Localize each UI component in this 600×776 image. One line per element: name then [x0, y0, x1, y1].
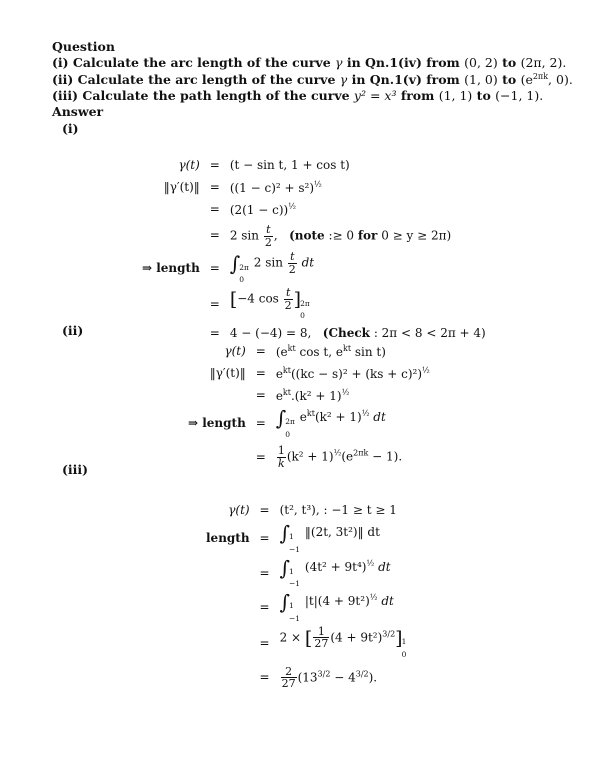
math-text: sin t)	[351, 345, 386, 360]
math-text: ⇒ length	[142, 261, 200, 276]
math-text: ,	[273, 228, 278, 243]
math-text: (−1, 1).	[495, 87, 544, 103]
question-block	[52, 40, 573, 120]
math-text: ½	[333, 449, 342, 458]
math-text: γ	[335, 54, 343, 70]
math-text: −1	[289, 613, 301, 623]
math-text: 0	[300, 311, 305, 321]
section-i-equations: γ(t) = (t − sin t, 1 + cos t) ‖γ′(t)‖ = $((1 - c)^2 + s^2)^{\frac{1}{2}}$ = $(2(1 - c))^{\frac{1}{2}}$ = 2 sin $\frac{t}{2}$ , (note :≥ 0 for 0 ≥ y ≥ 2π) ⇒ length = ∫ 2π 0 2 sin $\frac{t}{2}$ dt = [−4 cos $\frac{t}{2}$ ] 2π 0 = 4 − (−4) = 8, (Check : 2π < 8 < 2π + 4)	[142, 155, 486, 345]
math-text: =	[209, 180, 220, 195]
math-text: 2π	[300, 298, 310, 308]
math-text: 2πk	[353, 449, 369, 458]
math-text: [	[229, 288, 238, 311]
math-text: (e	[520, 71, 533, 87]
math-text: 27	[281, 677, 296, 691]
math-text: 2πk	[532, 71, 549, 81]
math-text: (1, 0)	[464, 71, 498, 87]
math-text: length	[206, 531, 250, 546]
section-ii-equations: γ(t) = ($e^{kt}$ cos t, $e^{kt}$ sin t) ‖γ′(t)‖ = $e^{kt}((kc - s)^2 + (ks + c)^2)^{\frac{1}{2}}$ = $e^{kt}.(k^2 + 1)^{\frac{1}{2}}$ ⇒ length = ∫ 2π 0 $e^{kt}(k^2 + 1)^{\frac{1}{2}}$ dt = $\frac{1}{k}$ $(k^2 + 1)^{\frac{1}{2}}(e^{2\pi k} - 1)$.	[188, 341, 430, 474]
math-text: t	[288, 251, 297, 264]
math-text: ‖γ′(t)‖	[209, 366, 246, 381]
math-text: |t|(4 + 9t²)	[304, 594, 370, 608]
math-text: ½	[369, 593, 378, 602]
math-text: ⇒ length	[188, 416, 246, 431]
math-text: =	[255, 449, 266, 464]
math-text: 2π	[239, 262, 249, 272]
math-text: e	[275, 389, 283, 404]
math-text: =	[209, 202, 220, 217]
section-ii-label: (ii)	[62, 323, 84, 338]
math-text: 0	[239, 275, 245, 285]
math-text: (iii) Calculate the path length of the curve	[52, 87, 354, 103]
math-text: ½	[314, 180, 322, 190]
math-text: kt	[306, 409, 315, 418]
section-i-label: (i)	[62, 121, 79, 136]
math-text: ‖(2t, 3t²)‖ dt	[304, 525, 380, 539]
math-text: =	[259, 565, 270, 580]
math-text: (e	[275, 345, 288, 360]
math-text: 2	[288, 262, 296, 276]
math-text: γ(t)	[178, 158, 200, 173]
math-text: 2π	[285, 417, 295, 426]
math-text: dt	[369, 410, 386, 424]
math-text: ‖γ′(t)‖	[163, 180, 200, 195]
math-text: (2π, 2).	[520, 54, 567, 70]
math-text: ((kc − s)² + (ks + c)²)	[290, 367, 423, 382]
question-3	[52, 89, 573, 103]
math-text: 0 ≥ y ≥ 2π)	[377, 228, 452, 243]
math-text: cos t, e	[295, 345, 343, 360]
math-text: 3/2	[317, 669, 331, 679]
math-text: 1	[277, 444, 285, 458]
math-text: 2	[281, 666, 297, 679]
math-text: dt	[374, 559, 391, 574]
math-text: : 2π < 8 < 2π + 4)	[370, 326, 486, 341]
math-text: y² = x³	[353, 87, 397, 103]
math-text: in Qn.1(iv) from	[342, 54, 465, 70]
math-text: (4t² + 9t⁴)	[304, 559, 367, 574]
math-text: (i) Calculate the arc length of the curve	[52, 54, 335, 70]
question-heading: Question	[52, 39, 115, 54]
math-text: e	[275, 367, 283, 382]
math-text: ½	[361, 409, 370, 418]
math-text: ).	[368, 670, 378, 685]
math-text: (0, 2)	[464, 54, 498, 70]
math-text: 0	[401, 649, 407, 659]
math-text: to	[497, 71, 521, 87]
math-text: =	[209, 261, 220, 276]
math-text: =	[259, 503, 270, 518]
math-text: (2(1 − c))	[229, 203, 289, 218]
math-text: =	[255, 366, 266, 381]
math-text: =	[209, 158, 220, 173]
math-text: from	[396, 87, 439, 103]
math-text: in Qn.1(v) from	[347, 71, 465, 87]
math-text: to	[497, 54, 521, 70]
math-text: (k² + 1)	[314, 410, 362, 424]
math-text: 1	[313, 626, 329, 639]
math-text: =	[255, 416, 266, 431]
math-text: kt	[342, 344, 352, 354]
math-text: −1	[289, 579, 301, 589]
math-text: ½	[366, 558, 375, 568]
math-text: (1, 1)	[438, 87, 473, 103]
math-text: [	[304, 627, 313, 650]
math-text: to	[472, 87, 496, 103]
math-text: (t², t³), : −1 ≥ t ≥ 1	[279, 503, 397, 518]
math-text: γ	[339, 71, 348, 87]
math-text: =	[259, 635, 270, 650]
math-text: −4 cos	[237, 291, 279, 306]
math-text: 3/2	[382, 629, 396, 639]
math-text: t	[264, 224, 273, 237]
answer-heading: Answer	[52, 103, 104, 119]
math-text: ½	[341, 388, 350, 398]
math-text: 4 − (−4) = 8,	[229, 326, 312, 341]
math-text: =	[259, 600, 270, 615]
math-text: kt	[282, 366, 291, 376]
math-text: − 1).	[368, 450, 403, 464]
math-text: γ(t)	[228, 503, 250, 518]
section-iii-label: (iii)	[62, 462, 89, 477]
math-text: (e	[341, 450, 354, 464]
math-text: (k² + 1)	[286, 450, 334, 464]
math-text: ½	[422, 366, 430, 376]
question-2	[52, 72, 573, 87]
math-text: =	[209, 228, 220, 243]
math-text: 2 sin	[229, 228, 259, 243]
math-text: for	[357, 228, 378, 243]
math-text: 1	[289, 566, 294, 576]
math-text: , 0).	[548, 71, 573, 87]
math-text: =	[255, 388, 266, 403]
math-text: =	[209, 297, 220, 312]
math-text: (Check	[322, 326, 370, 341]
math-text: ]	[293, 288, 302, 311]
math-text: (t − sin t, 1 + cos t)	[229, 158, 350, 173]
math-text: − 4	[330, 670, 356, 685]
math-text: 1	[401, 637, 407, 647]
question-1	[52, 56, 573, 70]
math-text: 2	[264, 235, 272, 249]
math-text: ((1 − c)² + s²)	[229, 181, 315, 196]
math-text: ]	[395, 627, 403, 650]
math-text: =	[259, 669, 270, 684]
math-text: 27	[314, 637, 329, 651]
math-text: 2	[284, 298, 292, 312]
math-text: γ(t)	[224, 344, 246, 359]
math-text: (4 + 9t²)	[330, 630, 383, 645]
math-text: kt	[282, 388, 291, 398]
math-text: 1	[289, 532, 294, 541]
math-text: kt	[287, 344, 296, 354]
math-text: =	[259, 531, 270, 546]
math-text: e	[299, 410, 307, 424]
section-iii-equations: γ(t) = (t², t³), : −1 ≥ t ≥ 1 length = ∫ 1 −1 ‖(2t, 3t²)‖ dt = ∫ 1 −1 $(4t^2 + 9t^4)^{\frac{1}{2}}$ dt = ∫ 1 −1 $|t|(4 + 9t^2)^{\frac{1}{2}}$ dt = 2 × [ $\frac{1}{27}$ $(4 + 9t^2)^{3/2}$] 1 0 = $\frac{2}{27}$ $(13^{3/2} - 4^{3/2})$.	[206, 500, 407, 694]
math-text: k	[277, 457, 285, 470]
math-text: 2 ×	[279, 630, 305, 645]
math-text: dt	[377, 594, 394, 608]
math-text: .(k² + 1)	[290, 389, 342, 404]
math-text: :≥ 0	[324, 228, 358, 243]
math-text: (note	[289, 228, 325, 243]
math-text: −1	[289, 544, 301, 554]
math-text: =	[255, 344, 266, 359]
math-text: =	[209, 326, 220, 341]
math-text: 2 sin	[253, 255, 283, 270]
math-text: 3/2	[355, 669, 369, 679]
math-text: t	[284, 287, 293, 300]
math-text: 1	[289, 601, 294, 610]
math-text: dt	[297, 255, 315, 270]
math-text: 0	[285, 429, 291, 439]
math-text: (ii) Calculate the arc length of the curve	[52, 71, 340, 87]
math-text: (13	[297, 670, 318, 685]
math-text: ½	[288, 202, 296, 212]
